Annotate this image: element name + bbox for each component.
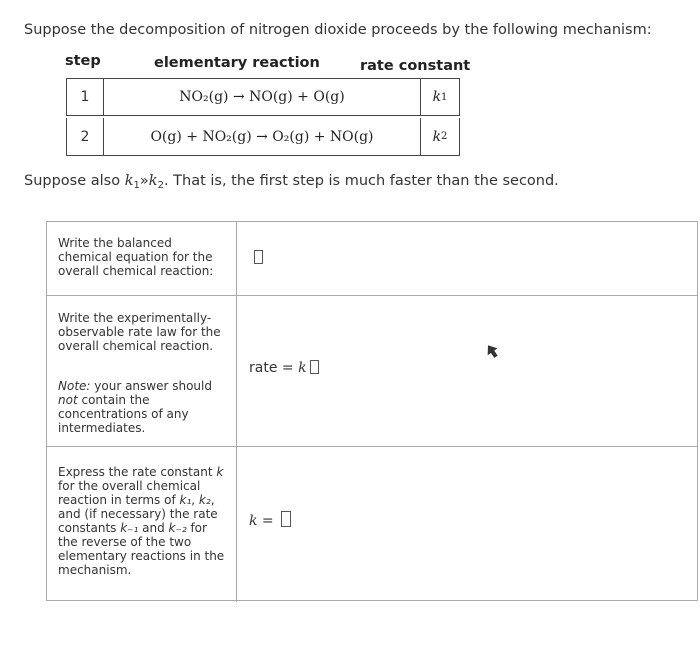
question-note: Note: your answer should not contain the concentrations of any intermediates. — [58, 379, 212, 435]
rate-constant-answer: k = — [249, 511, 291, 529]
question-row-balanced-equation — [47, 222, 697, 296]
rate-constant: k 1 — [432, 89, 448, 105]
rate-constant: k 2 — [432, 128, 448, 145]
question-text: Express the rate constant k for the overall chemical reaction in terms of k₁, k₂, and (if necessary) the rate constants k₋₁ and k₋₂ for the reverse of the two elementary reactions in the mechanism. — [58, 465, 225, 577]
assumption-text: Suppose also $k_1»k_2$. That is, the first step is much faster than the second. — [24, 173, 559, 191]
header-step: step — [65, 53, 101, 69]
answer-area — [251, 250, 263, 266]
answer-input-box[interactable] — [281, 511, 291, 527]
step-number: 2 — [80, 128, 90, 145]
mechanism-row-1 — [66, 78, 460, 116]
answer-input-box[interactable] — [254, 250, 263, 264]
step-number: 1 — [80, 89, 90, 105]
elementary-reaction: O(g) + NO₂(g) → O₂(g) + NO(g) — [103, 118, 421, 155]
rate-law-answer: rate = k — [249, 360, 319, 376]
elementary-reaction: NO₂(g) → NO(g) + O(g) — [103, 79, 421, 115]
question-row-rate-law — [47, 296, 697, 447]
mouse-pointer-icon — [486, 343, 498, 362]
question-text: Write the balanced chemical equation for the overall chemical reaction: — [58, 236, 214, 278]
question-table — [46, 221, 698, 601]
question-row-rate-constant — [47, 447, 697, 602]
answer-input-box[interactable] — [310, 360, 319, 374]
header-rate-constant: rate constant — [360, 58, 471, 74]
question-text: Write the experimentally-observable rate law for the overall chemical reaction. — [58, 311, 221, 353]
header-reaction: elementary reaction — [154, 55, 320, 71]
mechanism-row-2 — [66, 118, 460, 156]
intro-text: Suppose the decomposition of nitrogen dioxide proceeds by the following mechanism: — [24, 22, 652, 38]
